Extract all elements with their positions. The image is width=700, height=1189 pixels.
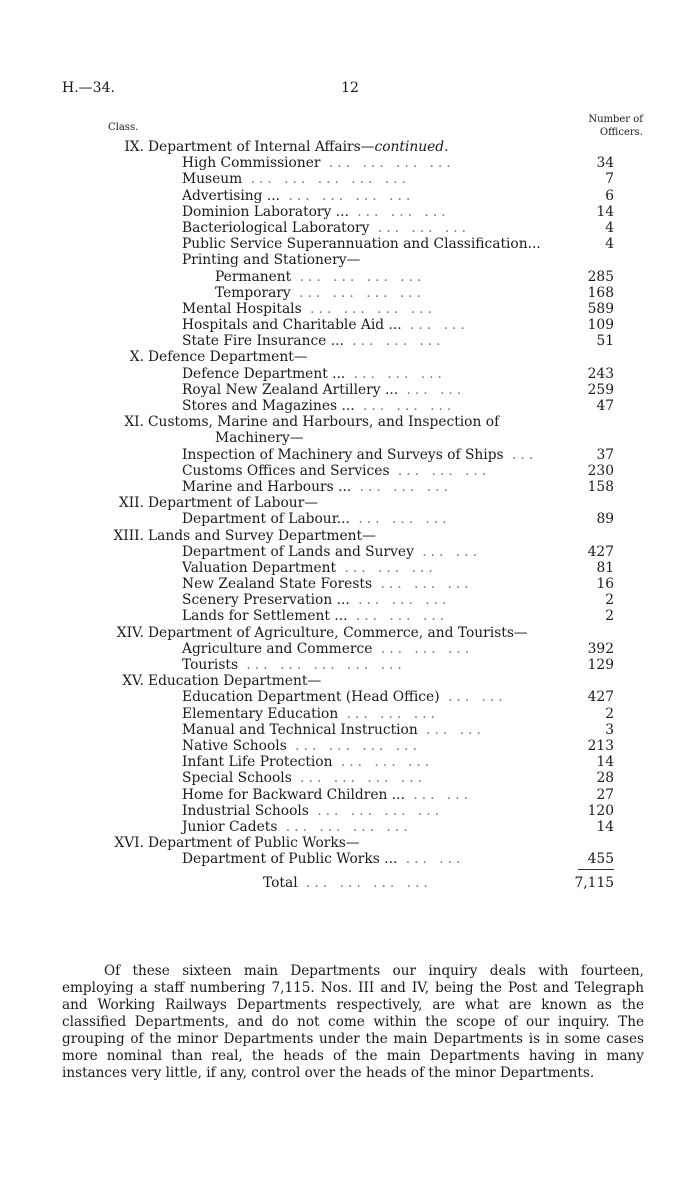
officer-count: 213 <box>587 737 614 754</box>
class-row <box>0 139 700 155</box>
department-row <box>0 754 700 770</box>
department-row <box>0 236 700 252</box>
department-name: Permanent ... ... ... ... <box>215 268 426 285</box>
officer-count: 589 <box>587 300 614 317</box>
officer-count: 243 <box>587 365 614 382</box>
department-row <box>0 447 700 463</box>
department-name: Hospitals and Charitable Aid ... ... ... <box>182 317 469 334</box>
document-reference: H.—34. <box>62 80 115 96</box>
class-column-heading: Class. <box>108 122 139 133</box>
officer-count: 6 <box>605 187 614 204</box>
class-name: Department of Internal Affairs— <box>148 139 375 155</box>
dot-leader: ... ... ... <box>354 398 456 414</box>
total-row <box>0 875 700 891</box>
officer-count: 168 <box>587 284 614 301</box>
officer-count: 427 <box>587 543 614 560</box>
department-name: Marine and Harbours ... ... ... ... <box>182 478 452 495</box>
officer-count: 392 <box>587 640 614 657</box>
dot-leader: ... ... ... <box>372 576 473 593</box>
department-name: Valuation Department ... ... ... <box>182 559 437 576</box>
officer-count: 51 <box>596 333 614 350</box>
class-name: Education Department— <box>148 673 322 690</box>
department-name: Home for Backward Children ... ... ... <box>182 786 473 803</box>
department-name: Dominion Laboratory ... ... ... ... <box>182 203 450 220</box>
total-rule <box>578 869 614 870</box>
department-row <box>0 317 700 333</box>
class-numeral: XIII. <box>113 527 144 544</box>
officer-count: 89 <box>596 511 614 528</box>
departments-table <box>0 139 700 892</box>
officer-count: 2 <box>605 705 614 722</box>
class-row <box>0 528 700 544</box>
class-numeral: IX. <box>124 139 144 155</box>
officer-count: 4 <box>605 219 614 236</box>
department-name: Department of Labour... ... ... ... <box>182 511 451 528</box>
department-row <box>0 657 700 673</box>
class-numeral: XI. <box>124 414 144 431</box>
department-row <box>0 592 700 608</box>
class-row <box>0 349 700 365</box>
class-heading <box>100 414 499 430</box>
officer-count: 34 <box>596 155 614 172</box>
department-row <box>0 576 700 592</box>
dot-leader: ... ... ... <box>389 462 491 479</box>
department-row <box>0 803 700 819</box>
dot-leader: ... ... ... <box>351 478 452 495</box>
department-row <box>0 269 700 285</box>
dot-leader: ... ... ... <box>347 608 449 625</box>
officer-count: 285 <box>587 268 614 285</box>
officers-heading-line-1: Number of <box>588 114 643 125</box>
dot-leader: ... ... ... ... <box>308 802 444 819</box>
dot-leader: ... ... <box>398 381 466 398</box>
department-row <box>0 511 700 527</box>
class-name: Lands and Survey Department— <box>148 527 376 544</box>
department-name: Industrial Schools ... ... ... ... <box>182 802 444 819</box>
department-row <box>0 479 700 495</box>
class-row <box>0 495 700 511</box>
total-rule-row <box>0 867 700 873</box>
department-row <box>0 770 700 786</box>
class-row <box>0 414 700 430</box>
department-name: New Zealand State Forests ... ... ... <box>182 576 473 593</box>
officer-count: 16 <box>596 576 614 593</box>
department-name: Public Service Superannuation and Classification... <box>182 236 541 253</box>
department-row <box>0 819 700 835</box>
officer-count: 3 <box>605 721 614 738</box>
department-row <box>0 333 700 349</box>
officer-count: 259 <box>587 381 614 398</box>
class-name: Department of Agriculture, Commerce, and Tourists— <box>148 624 528 641</box>
total-value: 7,115 <box>574 875 614 892</box>
class-heading <box>100 673 321 689</box>
dot-leader: ... ... <box>401 317 469 334</box>
department-name: High Commissioner ... ... ... ... <box>182 155 455 172</box>
dot-leader: ... ... ... <box>348 203 450 220</box>
page-number: 12 <box>341 80 359 96</box>
officers-heading-line-2: Officers. <box>599 127 643 138</box>
department-name: Department of Lands and Survey ... ... <box>182 543 481 560</box>
officers-column-heading <box>573 113 643 139</box>
class-row <box>0 673 700 689</box>
officer-count: 47 <box>596 398 614 414</box>
dot-leader: ... ... ... <box>349 511 451 528</box>
department-name: Native Schools ... ... ... ... <box>182 737 421 754</box>
department-row <box>0 252 700 268</box>
officer-count: 27 <box>596 786 614 803</box>
department-row <box>0 560 700 576</box>
department-row <box>0 706 700 722</box>
dot-leader: ... ... ... <box>345 365 446 382</box>
class-numeral: X. <box>129 349 144 366</box>
department-row <box>0 641 700 657</box>
officer-count: 158 <box>587 478 614 495</box>
officer-count: 14 <box>596 203 614 220</box>
officer-count: 7 <box>605 171 614 188</box>
department-name: Royal New Zealand Artillery ... ... ... <box>182 381 466 398</box>
dot-leader: ... ... ... <box>369 219 471 236</box>
officer-count: 2 <box>605 592 614 609</box>
department-name: Junior Cadets ... ... ... ... <box>182 818 412 835</box>
class-heading <box>100 349 308 365</box>
dot-leader: ... ... <box>413 543 481 560</box>
class-name: Department of Labour— <box>148 495 319 512</box>
dot-leader: ... ... ... <box>332 754 434 771</box>
officer-count: 109 <box>587 317 614 334</box>
class-name: Defence Department— <box>148 349 308 366</box>
department-row <box>0 220 700 236</box>
total-label: Total ... ... ... ... <box>263 875 432 892</box>
class-continued: continued. <box>374 139 449 155</box>
department-name: State Fire Insurance ... ... ... ... <box>182 333 445 350</box>
department-name: Machinery— <box>215 430 304 447</box>
department-name: Defence Department ... ... ... ... <box>182 365 446 382</box>
summary-paragraph: Of these sixteen main Departments our inquiry deals with fourteen, employing a staff numbering 7,115. Nos. III and IV, being the Post and Telegraph and Working Railways Departments respectively, are what are known as the classified Departments, and do not come within the scope of our inquiry. The grouping of the minor Departments under the main Departments is in some cases more nominal than real, the heads of the main Departments having in many instances very little, if any, control over the heads of the minor Departments. <box>62 963 644 1081</box>
dot-leader: ... ... ... ... <box>320 155 455 172</box>
class-heading <box>100 528 376 544</box>
department-name: Temporary ... ... ... ... <box>215 284 425 301</box>
department-row <box>0 382 700 398</box>
dot-leader: ... ... ... <box>338 705 439 722</box>
department-row <box>0 544 700 560</box>
class-name: Department of Public Works— <box>148 835 360 852</box>
department-name: Agriculture and Commerce ... ... ... <box>182 640 474 657</box>
department-name: Customs Offices and Services ... ... ... <box>182 462 491 479</box>
department-row <box>0 398 700 414</box>
dot-leader: ... ... ... <box>372 640 474 657</box>
department-name: Tourists ... ... ... ... ... <box>182 657 406 673</box>
dot-leader: ... ... ... ... <box>297 875 432 892</box>
department-name: Education Department (Head Office) ... ... <box>182 689 507 706</box>
department-name: Department of Public Works ... ... ... <box>182 851 465 868</box>
dot-leader: ... ... ... ... <box>277 818 412 835</box>
department-row <box>0 188 700 204</box>
officer-count: 81 <box>596 559 614 576</box>
department-name: Advertising ... ... ... ... ... <box>182 187 415 204</box>
dot-leader: ... ... <box>404 786 473 803</box>
department-name: Lands for Settlement ... ... ... ... <box>182 608 449 625</box>
department-row <box>0 366 700 382</box>
department-name: Special Schools ... ... ... ... <box>182 770 426 787</box>
dot-leader: ... ... ... ... ... <box>238 657 406 673</box>
officer-count: 455 <box>587 851 614 868</box>
dot-leader: ... ... ... <box>336 559 437 576</box>
dot-leader: ... ... <box>439 689 507 706</box>
department-name: Elementary Education ... ... ... <box>182 705 439 722</box>
dot-leader: ... ... ... ... <box>280 187 415 204</box>
officer-count: 4 <box>605 236 614 253</box>
department-name: Mental Hospitals ... ... ... ... <box>182 300 436 317</box>
dot-leader: ... ... <box>397 851 465 868</box>
officer-count: 129 <box>587 657 614 673</box>
department-row <box>0 787 700 803</box>
dot-leader: ... ... ... ... <box>286 737 421 754</box>
class-heading <box>100 495 318 511</box>
department-row <box>0 301 700 317</box>
department-row <box>0 155 700 171</box>
class-name: Customs, Marine and Harbours, and Inspection of <box>148 414 500 431</box>
dot-leader: ... ... ... ... ... <box>242 171 410 188</box>
class-row <box>0 835 700 851</box>
page-header <box>62 80 638 100</box>
dot-leader: ... ... ... ... <box>301 300 436 317</box>
department-row <box>0 430 700 446</box>
dot-leader: ... <box>503 446 538 463</box>
department-row <box>0 608 700 624</box>
dot-leader: ... ... ... <box>343 333 445 350</box>
dot-leader: ... ... ... ... <box>290 284 425 301</box>
department-name: Bacteriological Laboratory ... ... ... <box>182 219 471 236</box>
department-row <box>0 204 700 220</box>
department-row <box>0 722 700 738</box>
department-name: Inspection of Machinery and Surveys of Ships ... <box>182 446 538 463</box>
officer-count: 14 <box>596 818 614 835</box>
department-row <box>0 851 700 867</box>
class-numeral: XIV. <box>116 624 144 641</box>
officer-count: 28 <box>596 770 614 787</box>
department-name: Scenery Preservation ... ... ... ... <box>182 592 451 609</box>
class-numeral: XV. <box>122 673 144 690</box>
department-row <box>0 689 700 705</box>
dot-leader: ... ... ... ... <box>291 770 426 787</box>
class-heading <box>100 139 449 155</box>
officer-count: 14 <box>596 754 614 771</box>
officer-count: 427 <box>587 689 614 706</box>
class-heading <box>100 835 360 851</box>
department-row <box>0 738 700 754</box>
department-name: Museum ... ... ... ... ... <box>182 171 410 188</box>
department-name: Manual and Technical Instruction ... ... <box>182 721 485 738</box>
department-name: Infant Life Protection ... ... ... <box>182 754 434 771</box>
dot-leader: ... ... <box>417 721 485 738</box>
class-row <box>0 625 700 641</box>
department-name: Printing and Stationery— <box>182 252 361 269</box>
department-row <box>0 171 700 187</box>
department-name: Stores and Magazines ... ... ... ... <box>182 398 456 414</box>
department-row <box>0 463 700 479</box>
class-heading <box>100 625 528 641</box>
class-numeral: XII. <box>118 495 144 512</box>
class-numeral: XVI. <box>114 835 144 852</box>
dot-leader: ... ... ... <box>349 592 451 609</box>
officer-count: 120 <box>587 802 614 819</box>
dot-leader: ... ... ... ... <box>291 268 426 285</box>
officer-count: 2 <box>605 608 614 625</box>
officer-count: 37 <box>596 446 614 463</box>
officer-count: 230 <box>587 462 614 479</box>
department-row <box>0 285 700 301</box>
